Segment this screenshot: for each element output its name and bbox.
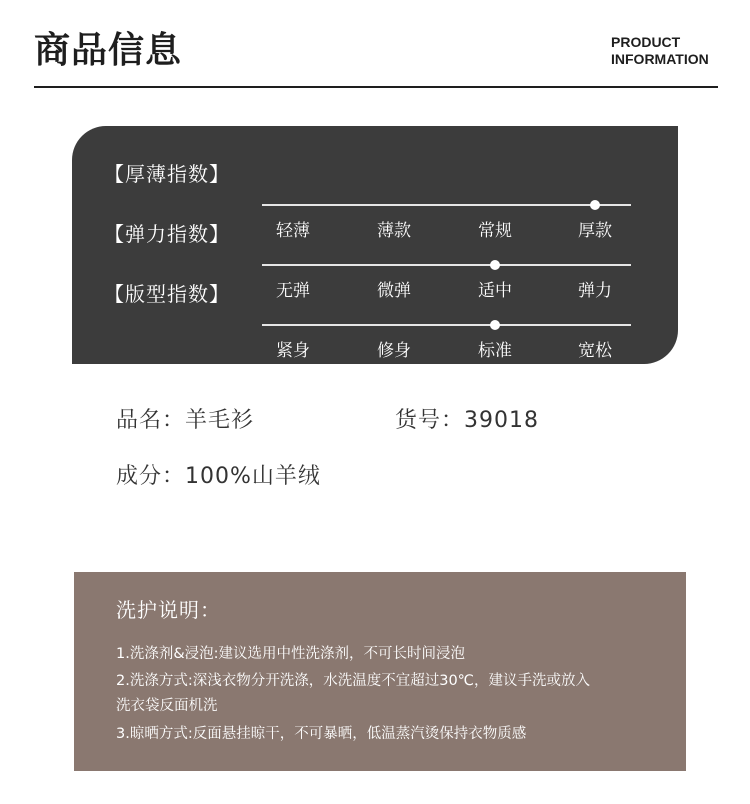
index-track — [262, 324, 631, 326]
index-label: 【厚薄指数】 — [104, 162, 230, 186]
index-option: 微弹 — [377, 281, 411, 301]
index-track — [262, 204, 631, 206]
care-instructions-panel — [74, 572, 686, 771]
index-option: 标准 — [478, 341, 512, 361]
page-subtitle-en — [611, 34, 709, 68]
care-line: 1.洗涤剂&浸泡:建议选用中性洗涤剂，不可长时间浸泡 — [116, 646, 466, 662]
page-title: 商品信息 — [34, 30, 183, 71]
subtitle-line-2: INFORMATION — [611, 51, 709, 67]
product-composition: 成分：100%山羊绒 — [116, 464, 321, 489]
care-line: 2.洗涤方式:深浅衣物分开洗涤，水洗温度不宜超过30℃，建议手洗或放入 — [116, 673, 590, 689]
subtitle-line-1: PRODUCT — [611, 34, 681, 50]
index-option: 宽松 — [578, 341, 612, 361]
index-option: 紧身 — [276, 341, 310, 361]
index-option: 厚款 — [578, 221, 612, 241]
index-option: 常规 — [478, 221, 512, 241]
product-sku: 货号：39018 — [395, 408, 539, 433]
index-marker — [490, 320, 500, 330]
index-option: 轻薄 — [276, 221, 310, 241]
index-option: 适中 — [478, 281, 512, 301]
index-marker — [490, 260, 500, 270]
care-line: 洗衣袋反面机洗 — [116, 698, 218, 714]
index-option: 无弹 — [276, 281, 310, 301]
index-marker — [590, 200, 600, 210]
index-option: 修身 — [377, 341, 411, 361]
index-panel — [72, 126, 678, 364]
header-divider — [34, 86, 718, 88]
product-name: 品名：羊毛衫 — [116, 408, 255, 433]
index-track — [262, 264, 631, 266]
care-line: 3.晾晒方式:反面悬挂晾干，不可暴晒，低温蒸汽烫保持衣物质感 — [116, 726, 527, 742]
index-option: 弹力 — [578, 281, 612, 301]
index-row-fit — [72, 278, 678, 361]
index-option: 薄款 — [377, 221, 411, 241]
index-label: 【版型指数】 — [104, 282, 230, 306]
care-title: 洗护说明： — [116, 598, 221, 622]
index-label: 【弹力指数】 — [104, 222, 230, 246]
